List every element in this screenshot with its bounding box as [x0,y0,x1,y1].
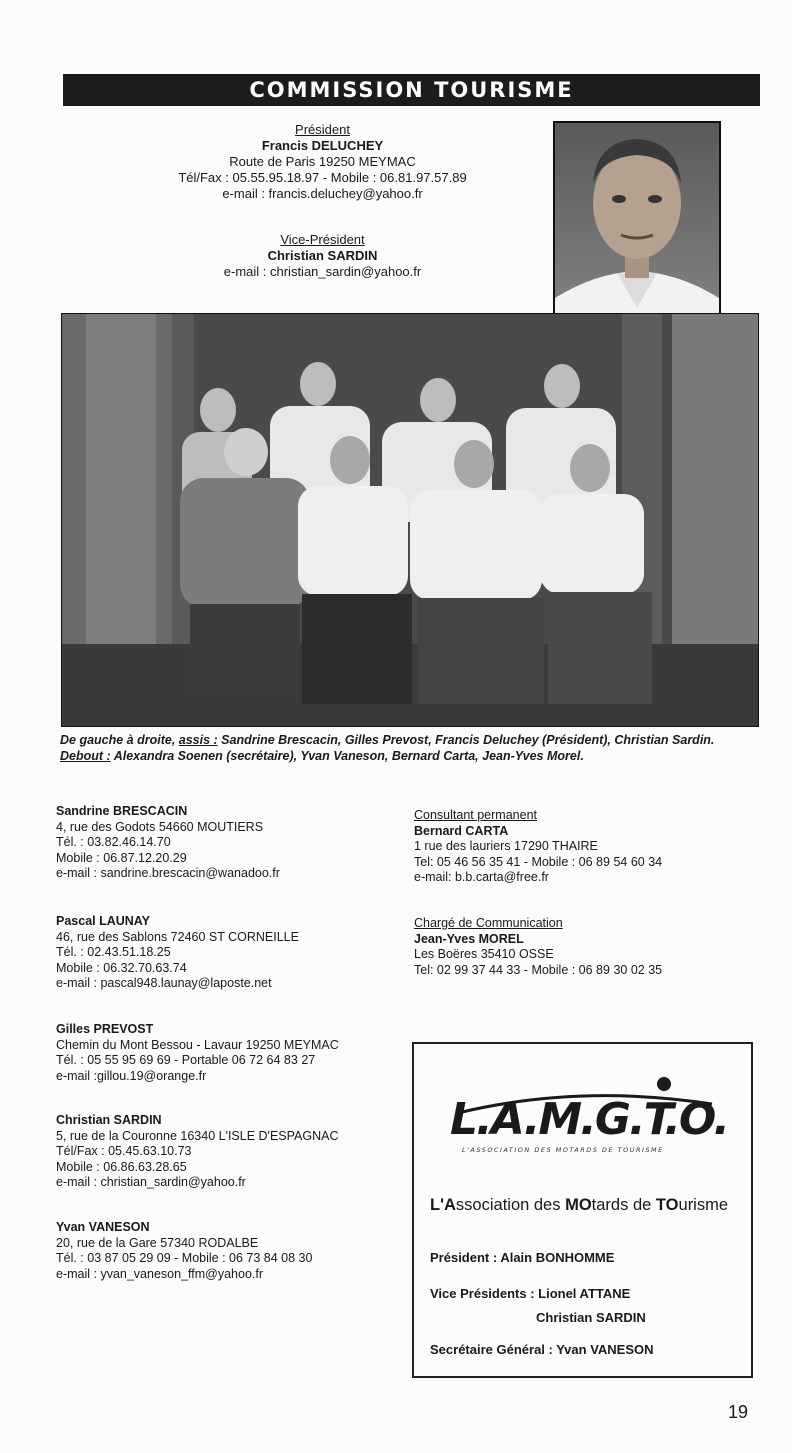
contact-address: 4, rue des Godots 54660 MOUTIERS [56,819,264,834]
logo-tagline: L'ASSOCIATION DES MOTARDS DE TOURISME [462,1146,664,1154]
contact-card [56,1022,339,1084]
association-vice-presidents: Vice Présidents : Lionel ATTANE [430,1286,631,1301]
contact-phone: Tél/Fax : 05.45.63.10.73 [56,1144,192,1158]
president-block [150,122,495,202]
vice-president-block [150,232,495,280]
association-president: Président : Alain BONHOMME [430,1250,615,1265]
vice-president-email: e-mail : christian_sardin@yahoo.fr [223,264,422,279]
association-name-part: tards de [591,1196,656,1214]
caption-line-seated [60,732,760,748]
president-name: Francis DELUCHEY [261,138,384,153]
contact-phone: Tél. : 03 87 05 29 09 - Mobile : 06 73 84 08 30 [56,1251,313,1265]
association-box [412,1042,753,1378]
caption-seated-label: assis : [178,733,218,747]
contact-card [414,808,662,886]
contact-name: Yvan VANESON [56,1220,150,1234]
president-address: Route de Paris 19250 MEYMAC [229,154,416,169]
contact-role: Chargé de Communication [414,916,563,930]
association-vice-president-2: Christian SARDIN [536,1310,646,1325]
contact-address: 1 rue des lauriers 17290 THAIRE [414,839,598,853]
association-name-part: ssociation des [455,1196,566,1214]
contact-email: e-mail : christian_sardin@yahoo.fr [56,1175,246,1189]
group-photo [61,313,759,727]
association-name-part: urisme [678,1196,729,1214]
caption-seated-names: Sandrine Brescacin, Gilles Prevost, Francis Deluchey (Président), Christian Sardin. [217,733,715,747]
contact-phone: Tél. : 05 55 95 69 69 - Portable 06 72 64 83 27 [56,1053,316,1067]
caption-prefix: De gauche à droite, [60,733,179,747]
contact-name: Pascal LAUNAY [56,914,151,928]
contact-card [56,914,299,992]
contact-name: Bernard CARTA [414,823,509,838]
page-number: 19 [728,1402,749,1422]
caption-standing-names: Alexandra Soenen (secrétaire), Yvan Vaneson, Bernard Carta, Jean-Yves Morel. [110,749,584,763]
contact-address: Les Boëres 35410 OSSE [414,947,554,961]
caption-line-standing [60,748,760,764]
association-name-part: L'A [430,1196,456,1214]
president-phone: Tél/Fax : 05.55.95.18.97 - Mobile : 06.81.97.57.89 [178,170,467,185]
contact-email: e-mail: b.b.carta@free.fr [414,870,549,884]
photo-caption [60,732,760,764]
vice-president-role: Vice-Président [280,232,365,247]
contact-name: Sandrine BRESCACIN [56,804,188,818]
association-logo [442,1064,726,1164]
contact-email: e-mail : pascal948.launay@laposte.net [56,976,272,990]
contact-phone: Tél. : 03.82.46.14.70 [56,835,171,849]
contact-email: e-mail : sandrine.brescacin@wanadoo.fr [56,866,280,880]
association-name [430,1196,728,1215]
contact-address: Chemin du Mont Bessou - Lavaur 19250 MEYMAC [56,1037,339,1052]
section-title-banner [63,74,760,106]
contact-name: Gilles PREVOST [56,1022,154,1036]
contact-address: 5, rue de la Couronne 16340 L'ISLE D'ESPAGNAC [56,1128,339,1143]
contact-card [56,1113,338,1191]
contact-phone: Tel: 05 46 56 35 41 - Mobile : 06 89 54 60 34 [414,854,663,869]
president-role: Président [295,122,350,137]
contact-name: Jean-Yves MOREL [414,931,524,946]
contact-mobile: Mobile : 06.87.12.20.29 [56,850,187,865]
contact-card [56,1220,312,1282]
contact-email: e-mail : yvan_vaneson_ffm@yahoo.fr [56,1266,264,1281]
logo-wordmark: L.A.M.G.T.O. [450,1094,726,1145]
contact-card [414,916,662,978]
contact-mobile: Mobile : 06.32.70.63.74 [56,960,187,975]
president-email: e-mail : francis.deluchey@yahoo.fr [222,186,423,201]
association-secretary: Secrétaire Général : Yvan VANESON [430,1342,654,1357]
contact-address: 46, rue des Sablons 72460 ST CORNEILLE [56,929,299,944]
contact-mobile: Mobile : 06.86.63.28.65 [56,1159,187,1174]
caption-standing-label: Debout : [60,749,111,763]
contact-email: e-mail :gillou.19@orange.fr [56,1068,207,1083]
contact-name: Christian SARDIN [56,1113,162,1127]
association-name-part: MO [565,1196,592,1214]
contact-address: 20, rue de la Gare 57340 RODALBE [56,1235,259,1250]
contact-phone: Tel: 02 99 37 44 33 - Mobile : 06 89 30 02 35 [414,962,663,977]
vice-president-name: Christian SARDIN [267,248,378,263]
contact-card [56,804,280,882]
contact-role: Consultant permanent [414,808,537,822]
association-name-part: TO [655,1196,679,1214]
page-title: COMMISSION TOURISME [249,78,574,102]
contact-phone: Tél. : 02.43.51.18.25 [56,945,171,959]
